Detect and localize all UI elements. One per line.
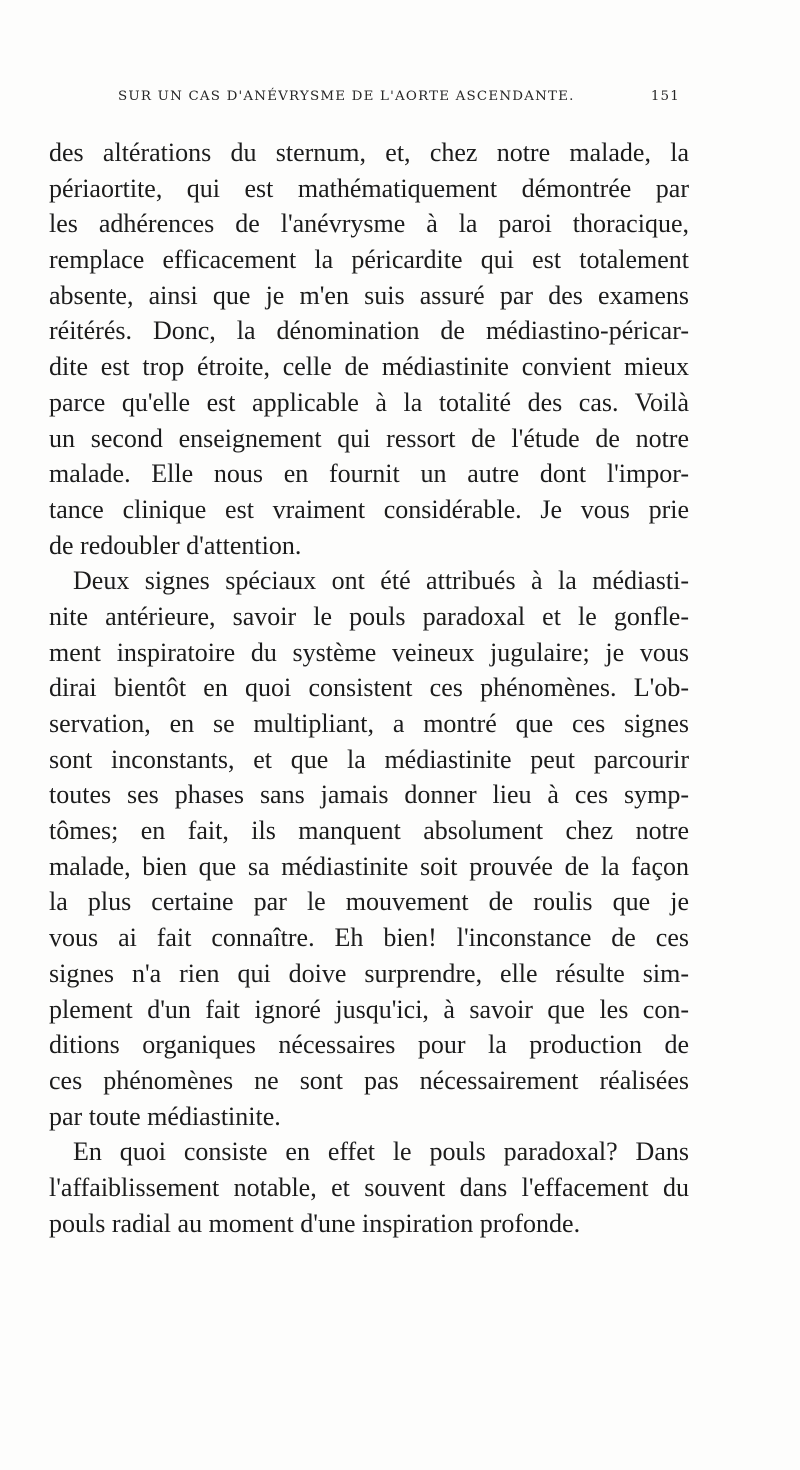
text-line: l'affaiblissement notable, et souvent dans l'effacement du [49, 1172, 689, 1202]
text-line: pouls radial au moment d'une inspiration profonde. [49, 1208, 581, 1238]
text-line: Deux signes spéciaux ont été attribués à la médiasti- [73, 566, 689, 596]
text-line: les adhérences de l'anévrysme à la paroi thoracique, [49, 209, 689, 239]
text-line: ment inspiratoire du système veineux jugulaire; je vous [49, 637, 689, 667]
text-line: nite antérieure, savoir le pouls paradoxal et le gonfle- [49, 601, 689, 631]
page-number: 151 [650, 89, 680, 104]
text-line: dirai bientôt en quoi consistent ces phénomènes. L'ob- [49, 673, 689, 703]
text-line: malade. Elle nous en fournit un autre dont l'impor- [49, 459, 689, 489]
body-text [49, 135, 689, 1241]
text-line: signes n'a rien qui doive surprendre, elle résulte sim- [49, 958, 689, 988]
text-line: parce qu'elle est applicable à la totalité des cas. Voilà [49, 387, 689, 417]
text-line: des altérations du sternum, et, chez notre malade, la [49, 138, 689, 167]
text-line: sont inconstants, et que la médiastinite peut parcourir [49, 744, 689, 774]
text-line: tance clinique est vraiment considérable. Je vous prie [49, 494, 689, 524]
text-line: absente, ainsi que je m'en suis assuré par des examens [49, 280, 689, 310]
text-line: plement d'un fait ignoré jusqu'ici, à savoir que les con- [49, 994, 689, 1024]
text-line: ditions organiques nécessaires pour la production de [49, 1030, 689, 1060]
text-line: malade, bien que sa médiastinite soit prouvée de la façon [49, 851, 689, 881]
text-line: toutes ses phases sans jamais donner lieu à ces symp- [49, 780, 689, 810]
text-line: un second enseignement qui ressort de l'étude de notre [49, 423, 689, 453]
text-line: remplace efficacement la péricardite qui est totalement [49, 245, 689, 275]
text-line: En quoi consiste en effet le pouls paradoxal? Dans [73, 1137, 689, 1167]
text-line: servation, en se multipliant, a montré que ces signes [49, 709, 689, 738]
text-line: réitérés. Donc, la dénomination de médiastino-péricar- [49, 316, 689, 346]
text-line: périaortite, qui est mathématiquement démontrée par [49, 173, 689, 203]
text-line: par toute médiastinite. [49, 1101, 281, 1131]
text-line: vous ai fait connaître. Eh bien! l'inconstance de ces [49, 923, 689, 953]
running-head [118, 89, 680, 113]
text-line: dite est trop étroite, celle de médiastinite convient mieux [49, 352, 689, 382]
text-line: ces phénomènes ne sont pas nécessairement réalisées [49, 1065, 689, 1095]
text-line: de redoubler d'attention. [49, 530, 302, 560]
running-title: SUR UN CAS D'ANÉVRYSME DE L'AORTE ASCENDANTE. [118, 89, 575, 104]
text-line: tômes; en fait, ils manquent absolument chez notre [49, 816, 689, 846]
text-line: la plus certaine par le mouvement de roulis que je [49, 887, 689, 917]
